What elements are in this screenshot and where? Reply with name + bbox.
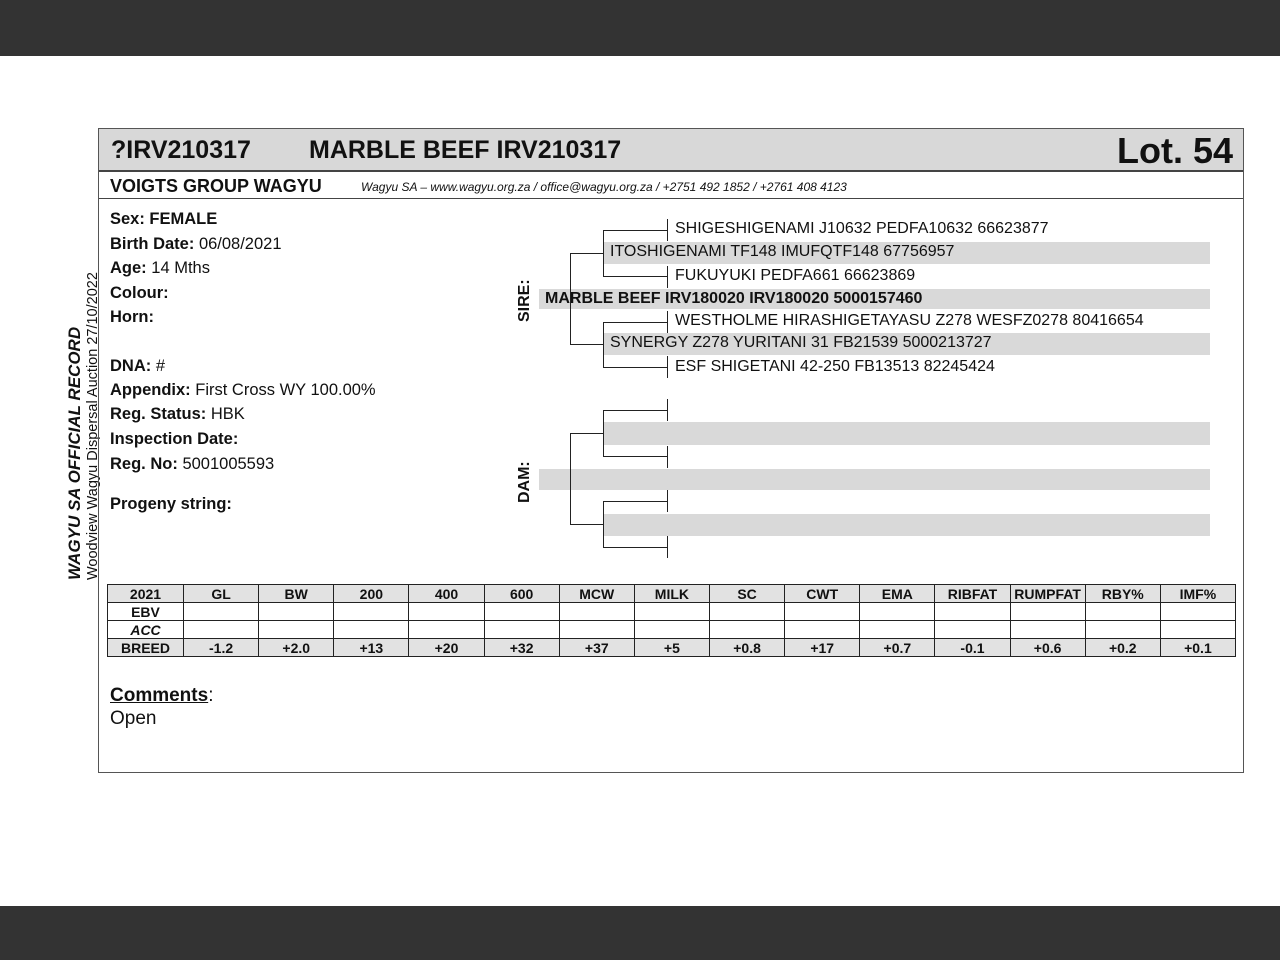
column-header: 600 xyxy=(484,585,559,603)
tree-line xyxy=(570,433,604,434)
contact-info: Wagyu SA – www.wagyu.org.za / office@wagyu.org.za / +2751 492 1852 / +2761 408 4123 xyxy=(361,180,847,194)
table-cell xyxy=(1160,621,1235,639)
sire-sire: ITOSHIGENAMI TF148 IMUFQTF148 67756957 xyxy=(610,243,955,260)
horn-field: Horn: xyxy=(110,308,154,326)
sire-dam-dam: ESF SHIGETANI 42-250 FB13513 82245424 xyxy=(675,358,995,375)
column-header: BW xyxy=(259,585,334,603)
top-bar xyxy=(0,0,1280,56)
tree-line xyxy=(603,367,668,368)
tree-line xyxy=(667,490,668,512)
table-cell xyxy=(559,603,634,621)
tree-line xyxy=(603,456,668,457)
ebv-header-row xyxy=(108,585,1236,603)
colour-field: Colour: xyxy=(110,284,169,302)
table-cell xyxy=(1085,621,1160,639)
column-header: EMA xyxy=(860,585,935,603)
table-cell xyxy=(184,603,259,621)
dam-label: DAM: xyxy=(516,461,533,503)
tree-line xyxy=(570,253,604,254)
column-header: MILK xyxy=(634,585,709,603)
table-cell: +0.6 xyxy=(1010,639,1085,657)
table-cell: +32 xyxy=(484,639,559,657)
tree-line xyxy=(603,230,668,231)
column-header: IMF% xyxy=(1160,585,1235,603)
table-cell xyxy=(484,621,559,639)
table-cell: +2.0 xyxy=(259,639,334,657)
tree-line xyxy=(667,446,668,468)
tree-line xyxy=(667,356,668,378)
card-subheader xyxy=(99,172,1243,199)
table-cell xyxy=(409,603,484,621)
tree-line xyxy=(570,344,604,345)
animal-name: MARBLE BEEF IRV210317 xyxy=(309,136,622,164)
table-cell: +13 xyxy=(334,639,409,657)
tree-line xyxy=(667,536,668,558)
acc-row xyxy=(108,621,1236,639)
tree-line xyxy=(667,219,668,241)
column-header: RUMPFAT xyxy=(1010,585,1085,603)
table-cell xyxy=(259,621,334,639)
row-label: EBV xyxy=(108,603,184,621)
reg-status-field: Reg. Status: HBK xyxy=(110,405,245,423)
table-cell xyxy=(785,621,860,639)
tree-line xyxy=(603,322,604,368)
reg-no-field: Reg. No: 5001005593 xyxy=(110,455,275,473)
auction-label: Woodview Wagyu Dispersal Auction 27/10/2022 xyxy=(85,272,101,580)
sire-sire-dam: FUKUYUKI PEDFA661 66623869 xyxy=(675,267,916,284)
dna-field: DNA: # xyxy=(110,357,166,375)
ebv-row xyxy=(108,603,1236,621)
table-cell xyxy=(935,621,1010,639)
table-cell xyxy=(860,621,935,639)
dam-sire-band xyxy=(604,422,1210,445)
table-cell xyxy=(334,603,409,621)
sire-sire-sire: SHIGESHIGENAMI J10632 PEDFA10632 66623877 xyxy=(675,220,1049,237)
table-cell: +37 xyxy=(559,639,634,657)
breed-row xyxy=(108,639,1236,657)
column-header: 400 xyxy=(409,585,484,603)
tree-line xyxy=(603,322,668,323)
tree-line xyxy=(603,230,604,276)
column-header: SC xyxy=(709,585,784,603)
table-cell xyxy=(409,621,484,639)
tree-line xyxy=(603,410,604,457)
ebv-table xyxy=(107,584,1236,657)
progeny-string-field: Progeny string: xyxy=(110,495,232,513)
table-cell: +0.1 xyxy=(1160,639,1235,657)
tree-line xyxy=(603,501,604,548)
table-cell xyxy=(709,603,784,621)
sire-dam-sire: WESTHOLME HIRASHIGETAYASU Z278 WESFZ0278 80416654 xyxy=(675,312,1144,329)
tree-line xyxy=(603,547,668,548)
age-field: Age: 14 Mths xyxy=(110,259,210,277)
table-cell xyxy=(860,603,935,621)
table-cell xyxy=(1160,603,1235,621)
official-record-label: WAGYU SA OFFICIAL RECORD xyxy=(65,326,84,580)
dam-bracket-line xyxy=(570,433,571,525)
table-cell: +0.7 xyxy=(860,639,935,657)
column-header: GL xyxy=(184,585,259,603)
table-cell: +5 xyxy=(634,639,709,657)
comments-heading: Comments: xyxy=(110,685,214,706)
table-cell: +0.8 xyxy=(709,639,784,657)
side-record-text xyxy=(65,272,102,580)
table-cell xyxy=(1010,621,1085,639)
dam-dam-band xyxy=(604,514,1210,536)
lot-number: Lot. 54 xyxy=(1116,130,1233,171)
inspection-date-field: Inspection Date: xyxy=(110,430,239,448)
table-cell xyxy=(785,603,860,621)
column-header: RIBFAT xyxy=(935,585,1010,603)
column-header: RBY% xyxy=(1085,585,1160,603)
sire-dam: SYNERGY Z278 YURITANI 31 FB21539 5000213727 xyxy=(610,334,992,351)
breeder-name: VOIGTS GROUP WAGYU xyxy=(110,176,322,196)
table-cell xyxy=(935,603,1010,621)
animal-code: ?IRV210317 xyxy=(111,136,251,164)
table-cell xyxy=(184,621,259,639)
comments-value: Open xyxy=(110,708,157,729)
column-header: 200 xyxy=(334,585,409,603)
table-cell xyxy=(259,603,334,621)
table-cell xyxy=(634,603,709,621)
appendix-field: Appendix: First Cross WY 100.00% xyxy=(110,381,376,399)
table-cell: -1.2 xyxy=(184,639,259,657)
tree-line xyxy=(570,524,604,525)
birth-date-field: Birth Date: 06/08/2021 xyxy=(110,235,282,253)
tree-line xyxy=(667,266,668,288)
table-cell xyxy=(1085,603,1160,621)
bottom-bar xyxy=(0,906,1280,960)
table-cell: +0.2 xyxy=(1085,639,1160,657)
tree-line xyxy=(667,399,668,421)
tree-line xyxy=(603,410,668,411)
tree-line xyxy=(603,501,668,502)
row-label: BREED xyxy=(108,639,184,657)
column-header: CWT xyxy=(785,585,860,603)
table-cell xyxy=(334,621,409,639)
card-header xyxy=(99,129,1243,172)
table-cell xyxy=(559,621,634,639)
year-cell: 2021 xyxy=(108,585,184,603)
column-header: MCW xyxy=(559,585,634,603)
row-label: ACC xyxy=(108,621,184,639)
table-cell: -0.1 xyxy=(935,639,1010,657)
dam-band xyxy=(539,469,1210,490)
table-cell xyxy=(1010,603,1085,621)
sire-label: SIRE: xyxy=(516,279,533,322)
table-cell xyxy=(709,621,784,639)
sex-field: Sex: FEMALE xyxy=(110,210,218,228)
table-cell xyxy=(484,603,559,621)
table-cell xyxy=(634,621,709,639)
sire-name: MARBLE BEEF IRV180020 IRV180020 5000157460 xyxy=(545,290,923,307)
animal-card xyxy=(98,128,1244,773)
tree-line xyxy=(603,276,668,277)
table-cell: +20 xyxy=(409,639,484,657)
tree-line xyxy=(667,311,668,333)
table-cell: +17 xyxy=(785,639,860,657)
